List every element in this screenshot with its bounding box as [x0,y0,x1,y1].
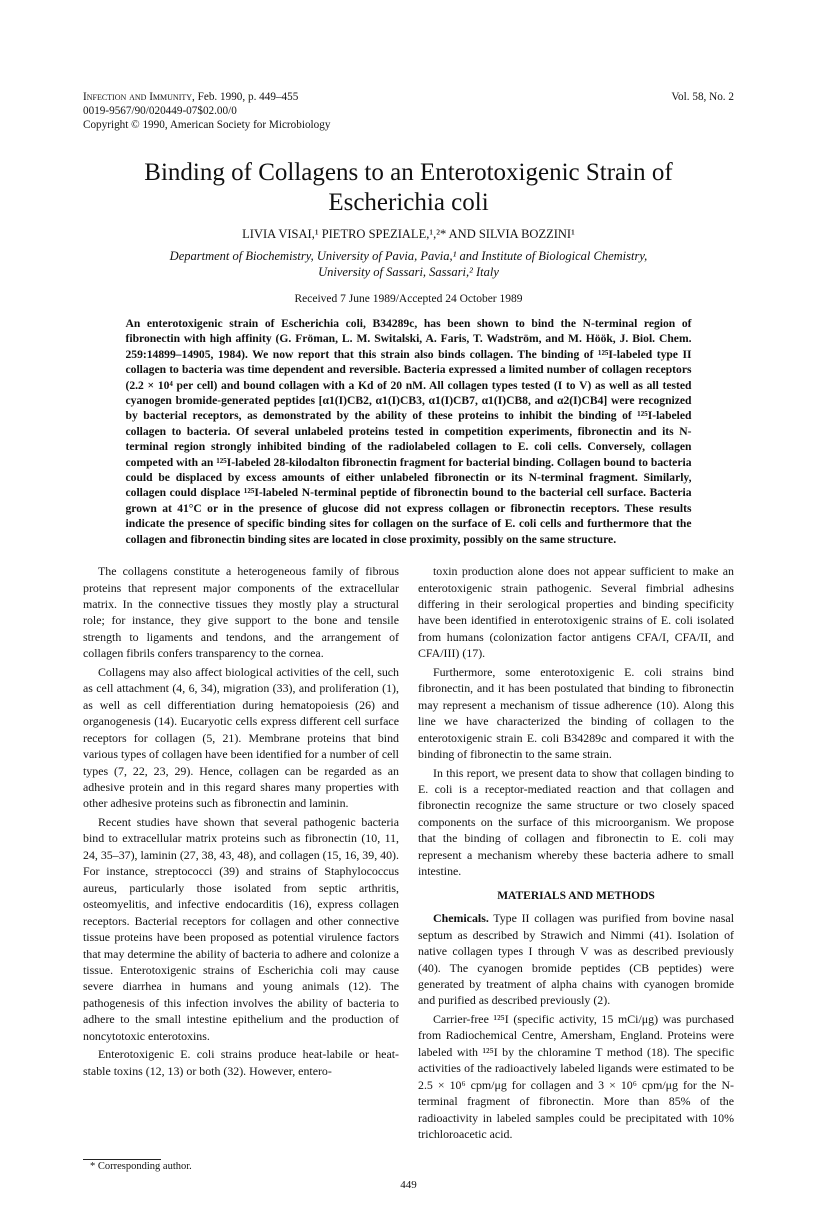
methods-paragraph: Carrier-free ¹²⁵I (specific activity, 15 mCi/μg) was purchased from Radiochemical Centre, Amersham, England. Proteins were labeled with ¹²⁵I by the chloramine T method (18). The specific activities of the radioactively labeled ligands were estimated to be 2.5 × 10⁶ cpm/μg for collagen and 3 × 10⁶ cpm/μg for the N-terminal fragment of fibronectin. More than 85% of the radioactivity in labeled samples could be precipitated with 10% trichloroacetic acid. [418,1011,734,1142]
body-paragraph: toxin production alone does not appear sufficient to make an enterotoxigenic strain pathogenic. Several fimbrial adhesins differing in their serological properties and binding specificity have been identified in enterotoxigenic strains of E. coli isolated from humans (colonization factor antigens CFA/I, CFA/II, and CFA/III) (17). [418,564,734,661]
journal-header-left [83,90,330,132]
abstract: An enterotoxigenic strain of Escherichia coli, B34289c, has been shown to bind the N-terminal region of fibronectin with high affinity (G. Fröman, L. M. Switalski, A. Faris, T. Wadström, and M. Höök, J. Biol. Chem. 259:14899–14905, 1984). We now report that this strain also binds collagen. The binding of ¹²⁵I-labeled type II collagen to bacteria was time dependent and reversible. Bacteria expressed a limited number of collagen receptors (2.2 × 10⁴ per cell) and bound collagen with a Kd of 20 nM. All collagen types tested (I to V) as well as all tested cyanogen bromide-generated peptides [α1(I)CB2, α1(I)CB3, α1(I)CB7, α1(I)CB8, and α2(I)CB4] were recognized by bacterial receptors, as demonstrated by the ability of these proteins to inhibit the binding of ¹²⁵I-labeled collagen to bacteria. Of several unlabeled proteins tested in competition experiments, fibronectin and its N-terminal region strongly inhibited binding of the radiolabeled collagen to E. coli cells. Conversely, collagen competed with an ¹²⁵I-labeled 28-kilodalton fibronectin fragment for bacterial binding. Collagen bound to bacteria could be displaced by excess amounts of either unlabeled fibronectin or its N-terminal fragment. Similarly, collagen could displace ¹²⁵I-labeled N-terminal peptide of fibronectin bound to the bacterial cell surface. Bacteria grown at 41°C or in the presence of glucose did not express collagen or fibronectin receptors. These results indicate the presence of specific binding sites for collagen on the surface of E. coli cells and furthermore that the collagen and fibronectin binding sites are located in close proximity, possibly on the same structure. [125,317,692,546]
footnote: * Corresponding author. [90,1160,192,1172]
body-columns [83,563,734,1144]
body-paragraph: The collagens constitute a heterogeneous family of fibrous proteins that represent major components of the extracellular matrix. In the connective tissues they mostly play a structural role; for instance, they give support to the bone and tensile strength to ligaments and tendons, and the arrangement of collagen fibrils confers transparency to the cornea. [83,564,399,661]
journal-name: Infection and Immunity [83,91,193,103]
copyright: Copyright © 1990, American Society for Microbiology [83,119,331,131]
paragraph-text: Type II collagen was purified from bovine nasal septum as described by Strawich and Nimmi (41). Isolation of native collagen types I through V was as described previously (40). The cyanogen bromide peptides (CB peptides) were generated by treatment of alpha chains with cyanogen bromide and purified as described previously (2). [418,911,734,1008]
authors: LIVIA VISAI,¹ PIETRO SPEZIALE,¹,²* AND SILVIA BOZZINI¹ [242,227,575,241]
footer [83,1159,734,1192]
methods-paragraph [418,910,734,1009]
paper-title: Binding of Collagens to an Enterotoxigenic Strain of Escherichia coli [144,159,673,216]
issn: 0019-9567/90/020449-07$02.00/0 [83,105,237,117]
right-column [418,563,734,1144]
page-number: 449 [400,1178,417,1191]
body-paragraph: Recent studies have shown that several pathogenic bacteria bind to extracellular matrix proteins such as fibronectin (10, 11, 24, 35–37), laminin (27, 38, 43, 48), and collagen (15, 16, 39, 40). For instance, streptococci (39) and strains of Staphylococcus aureus, particularly those isolated from septic arthritis, osteomyelitis, and infective endocarditis (16), express collagen receptors. Bacterial receptors for collagen and other connective tissue proteins have been proposed as potential virulence factors that may determine the ability of bacteria to adhere and colonize a tissue. Enterotoxigenic strains of Escherichia coli may cause severe diarrhea in humans and young animals (12). The pathogenesis of this infection involves the ability of bacteria to adhere to the small intestine epithelium and the production of noncytotoxic enterotoxins. [83,814,399,1043]
body-paragraph: Collagens may also affect biological activities of the cell, such as cell attachment (4, 6, 34), migration (33), and proliferation (1), as well as cell differentiation during hematopoiesis (26) and organogenesis (14). Eucaryotic cells express different cell surface receptors for collagen (5, 21). Membrane proteins that bind various types of collagen have been identified for a number of cell types (7, 22, 23, 29). Hence, collagen can be regarded as an adhesive protein and in this regard shares many properties with other adhesive proteins such as fibronectin and laminin. [83,664,399,811]
body-paragraph: In this report, we present data to show that collagen binding to E. coli is a receptor-mediated reaction and that collagen and fibronectin recognize the same structure or two closely spaced components on the surface of this microorganism. We propose that the binding of collagen and fibronectin to E. coli may represent a mechanism whereby these bacteria adhere to small intestine. [418,765,734,879]
run-in-heading: Chemicals. [433,911,489,926]
affiliation-line: Department of Biochemistry, University of Pavia, Pavia,¹ and Institute of Biological Chemistry, [169,249,648,263]
section-heading: MATERIALS AND METHODS [497,889,655,902]
received-dates: Received 7 June 1989/Accepted 24 October 1989 [294,293,523,305]
journal-citation: , Feb. 1990, p. 449–455 [192,91,299,103]
affiliations [83,248,734,280]
body-paragraph: Enterotoxigenic E. coli strains produce heat-labile or heat-stable toxins (12, 13) or both (32). However, entero- [83,1047,399,1078]
left-column [83,563,399,1144]
volume-info: Vol. 58, No. 2 [671,91,734,103]
body-paragraph: Furthermore, some enterotoxigenic E. coli strains bind fibronectin, and it has been postulated that binding to fibronectin may represent a mechanism of tissue adherence (10). Along this line we have characterized the binding of collagen to the enterotoxigenic strain E. coli B34289c and compared it with the binding of fibronectin to the same strain. [418,664,734,762]
journal-header [83,90,734,132]
affiliation-line: University of Sassari, Sassari,² Italy [318,265,499,279]
